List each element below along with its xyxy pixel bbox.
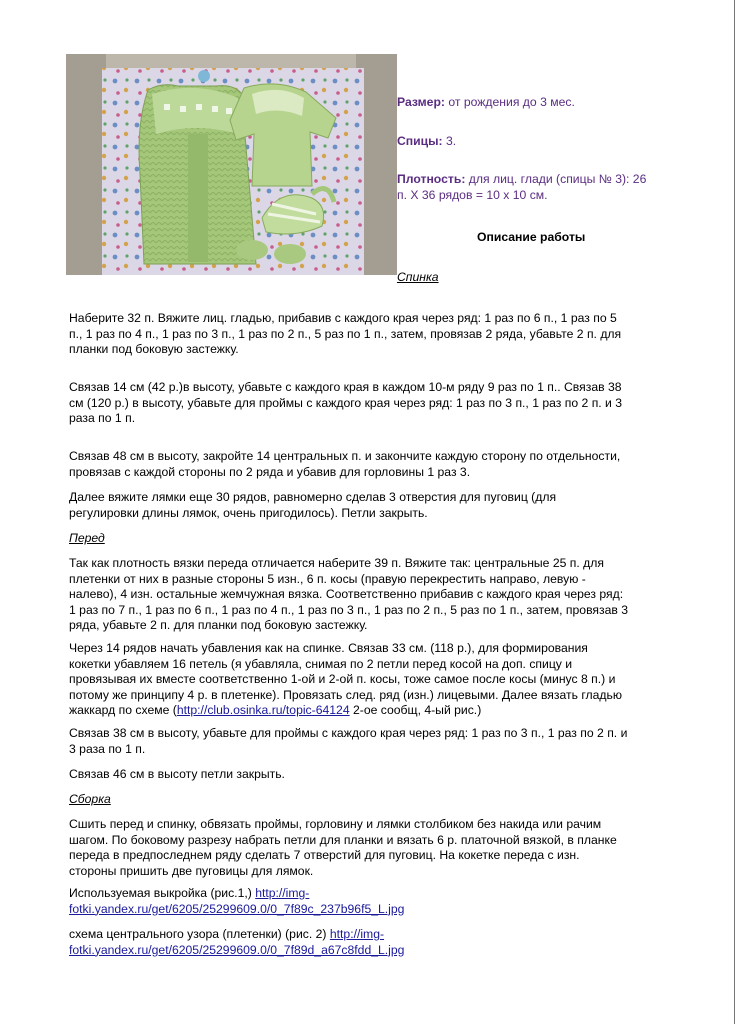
front-paragraph-4 [69,767,669,783]
text-line: налево), 4 изн. остальные жемчужная вязка. Соответственно прибавив с каждого края через ряд: [69,587,624,601]
text-line: плетенки от них в разные стороны 5 изн., 6 п. косы (правую перекрестить направо, левую - [69,571,586,586]
assembly-heading: Сборка [69,792,111,806]
text-segment: схема центрального узора (плетенки) (рис. 2) [69,927,330,941]
back-paragraph-1 [69,311,669,358]
text-line: Связав 14 см (42 р.)в высоту, убавьте с каждого края в каждом 10-м ряду 9 раз по 1 п.. Связав 38 [69,380,622,394]
text-line [69,703,669,719]
size-label: Размер: [397,95,445,109]
text-line: Так как плотность вязки переда отличается наберите 39 п. Вяжите так: центральные 25 п. для [69,556,604,570]
front-paragraph-3 [69,726,669,757]
text-line: п., 1 раз по 4 п., 1 раз по 3 п., 1 раз по 2 п., 5 раз по 1 п., затем, провязав 2 ряда, убавьте 2 п. для [69,326,622,341]
text-line: переда в предпоследнем ряду сделать 7 отверстий для пуговиц. На кокетке переда с изн. [69,848,580,862]
text-line [69,902,669,918]
front-paragraph-2 [69,641,669,719]
size-value: от рождения до 3 мес. [444,95,575,109]
text-line: Связав 48 см в высоту, закройте 14 центральных п. и закончите каждую сторону по отдельности, [69,449,621,463]
text-line: планки под боковую застежку. [69,342,239,356]
text-line: провязывая их вместе соответственно 1-ой и 2-ой п. косы, тоже самое после косы (минус 8 п.) и [69,672,616,686]
pattern-reference [69,886,669,917]
knitted-set-photo [66,54,397,275]
text-line: 3 раза по 1 п. [69,741,146,756]
text-line: Связав 46 см в высоту петли закрыть. [69,767,285,781]
text-line [69,927,669,943]
specs-block [397,95,677,226]
back-heading: Спинка [397,270,439,284]
photo-illustration [66,54,397,275]
needles-label: Спицы: [397,133,443,148]
text-line: Далее вяжите лямки еще 30 рядов, равномерно сделав 3 отверстия для пуговиц (для [69,490,557,504]
pattern-link-part-1[interactable]: http://img- [255,886,310,900]
needles-value: 3. [442,133,457,148]
front-heading: Перед [69,531,105,545]
osinka-topic-link[interactable]: http://club.osinka.ru/topic-64124 [176,703,350,717]
pattern-link-part-2[interactable]: fotki.yandex.ru/get/6205/25299609.0/0_7f89c_237b96f5_L.jpg [69,901,405,916]
page-edge-line [734,0,735,1024]
spec-size [397,95,677,111]
back-paragraph-3 [69,449,669,480]
text-line: раза по 1 п. [69,411,136,425]
text-line: стороны пришить две пуговицы для лямок. [69,863,314,878]
density-value-1: для лиц. глади (спицы № 3): 26 [465,172,647,186]
text-line: провязав с каждой стороны по 2 ряда и убавив для горловины 1 раз 3. [69,464,471,479]
text-line: ряда, убавьте 2 п. для планки под боковую застежку. [69,618,368,632]
back-paragraph-2 [69,380,669,427]
text-line: 1 раз по 7 п., 1 раз по 6 п., 1 раз по 4 п., 1 раз по 3 п., 1 раз по 2 п., 5 раз по 1 п., затем, провязав 3 [69,602,629,617]
text-line: Через 14 рядов начать убавления как на спинке. Связав 33 см. (118 р.), для формирования [69,641,588,655]
scheme-link-part-2[interactable]: fotki.yandex.ru/get/6205/25299609.0/0_7f89d_a67c8fdd_L.jpg [69,942,405,957]
scheme-link-part-1[interactable]: http://img- [329,927,385,941]
text-segment: жаккард по схеме ( [69,703,177,717]
density-value-2: п. Х 36 рядов = 10 х 10 см. [397,187,548,202]
text-line [69,886,669,902]
text-line: регулировки длины лямок, очень пригодилось). Петли закрыть. [69,505,428,520]
text-line: Связав 38 см в высоту, убавьте для проймы с каждого края через ряд: 1 раз по 3 п., 1 раз по 2 п. и [69,726,628,740]
text-line: Наберите 32 п. Вяжите лиц. гладью, прибавив с каждого края через ряд: 1 раз по 6 п., 1 раз по 5 [69,311,617,325]
front-paragraph-1 [69,556,669,634]
assembly-paragraph-1 [69,817,669,879]
text-segment: 2-ое сообщ, 4-ый рис.) [349,703,482,717]
text-line [69,943,669,959]
text-line: шагом. По боковому разрезу набрать петли для планки и вязать 6 р. платочной вязкой, в планке [69,832,617,847]
text-line: см (120 р.) в высоту, убавьте для проймы с каждого края через ряд: 1 раз по 3 п., 1 раз по 2 п. и 3 [69,395,623,410]
spec-needles [397,134,677,150]
text-line: кокетки убавляем 16 петель (я убавляла, снимая по 2 петли перед косой на доп. спицу и [69,656,573,671]
scheme-reference [69,927,669,958]
description-title: Описание работы [477,230,586,244]
density-label: Плотность: [397,172,466,186]
back-paragraph-4 [69,490,669,521]
spec-density [397,172,677,203]
text-line: потому же принципу 4 р. в плетенке). Провязать след. ряд (изн.) лицевыми. Далее вязать гладью [69,687,622,702]
text-segment: Используемая выкройка (рис.1,) [69,886,256,900]
text-line: Сшить перед и спинку, обвязать проймы, горловину и лямки столбиком без накида или рачим [69,817,602,831]
